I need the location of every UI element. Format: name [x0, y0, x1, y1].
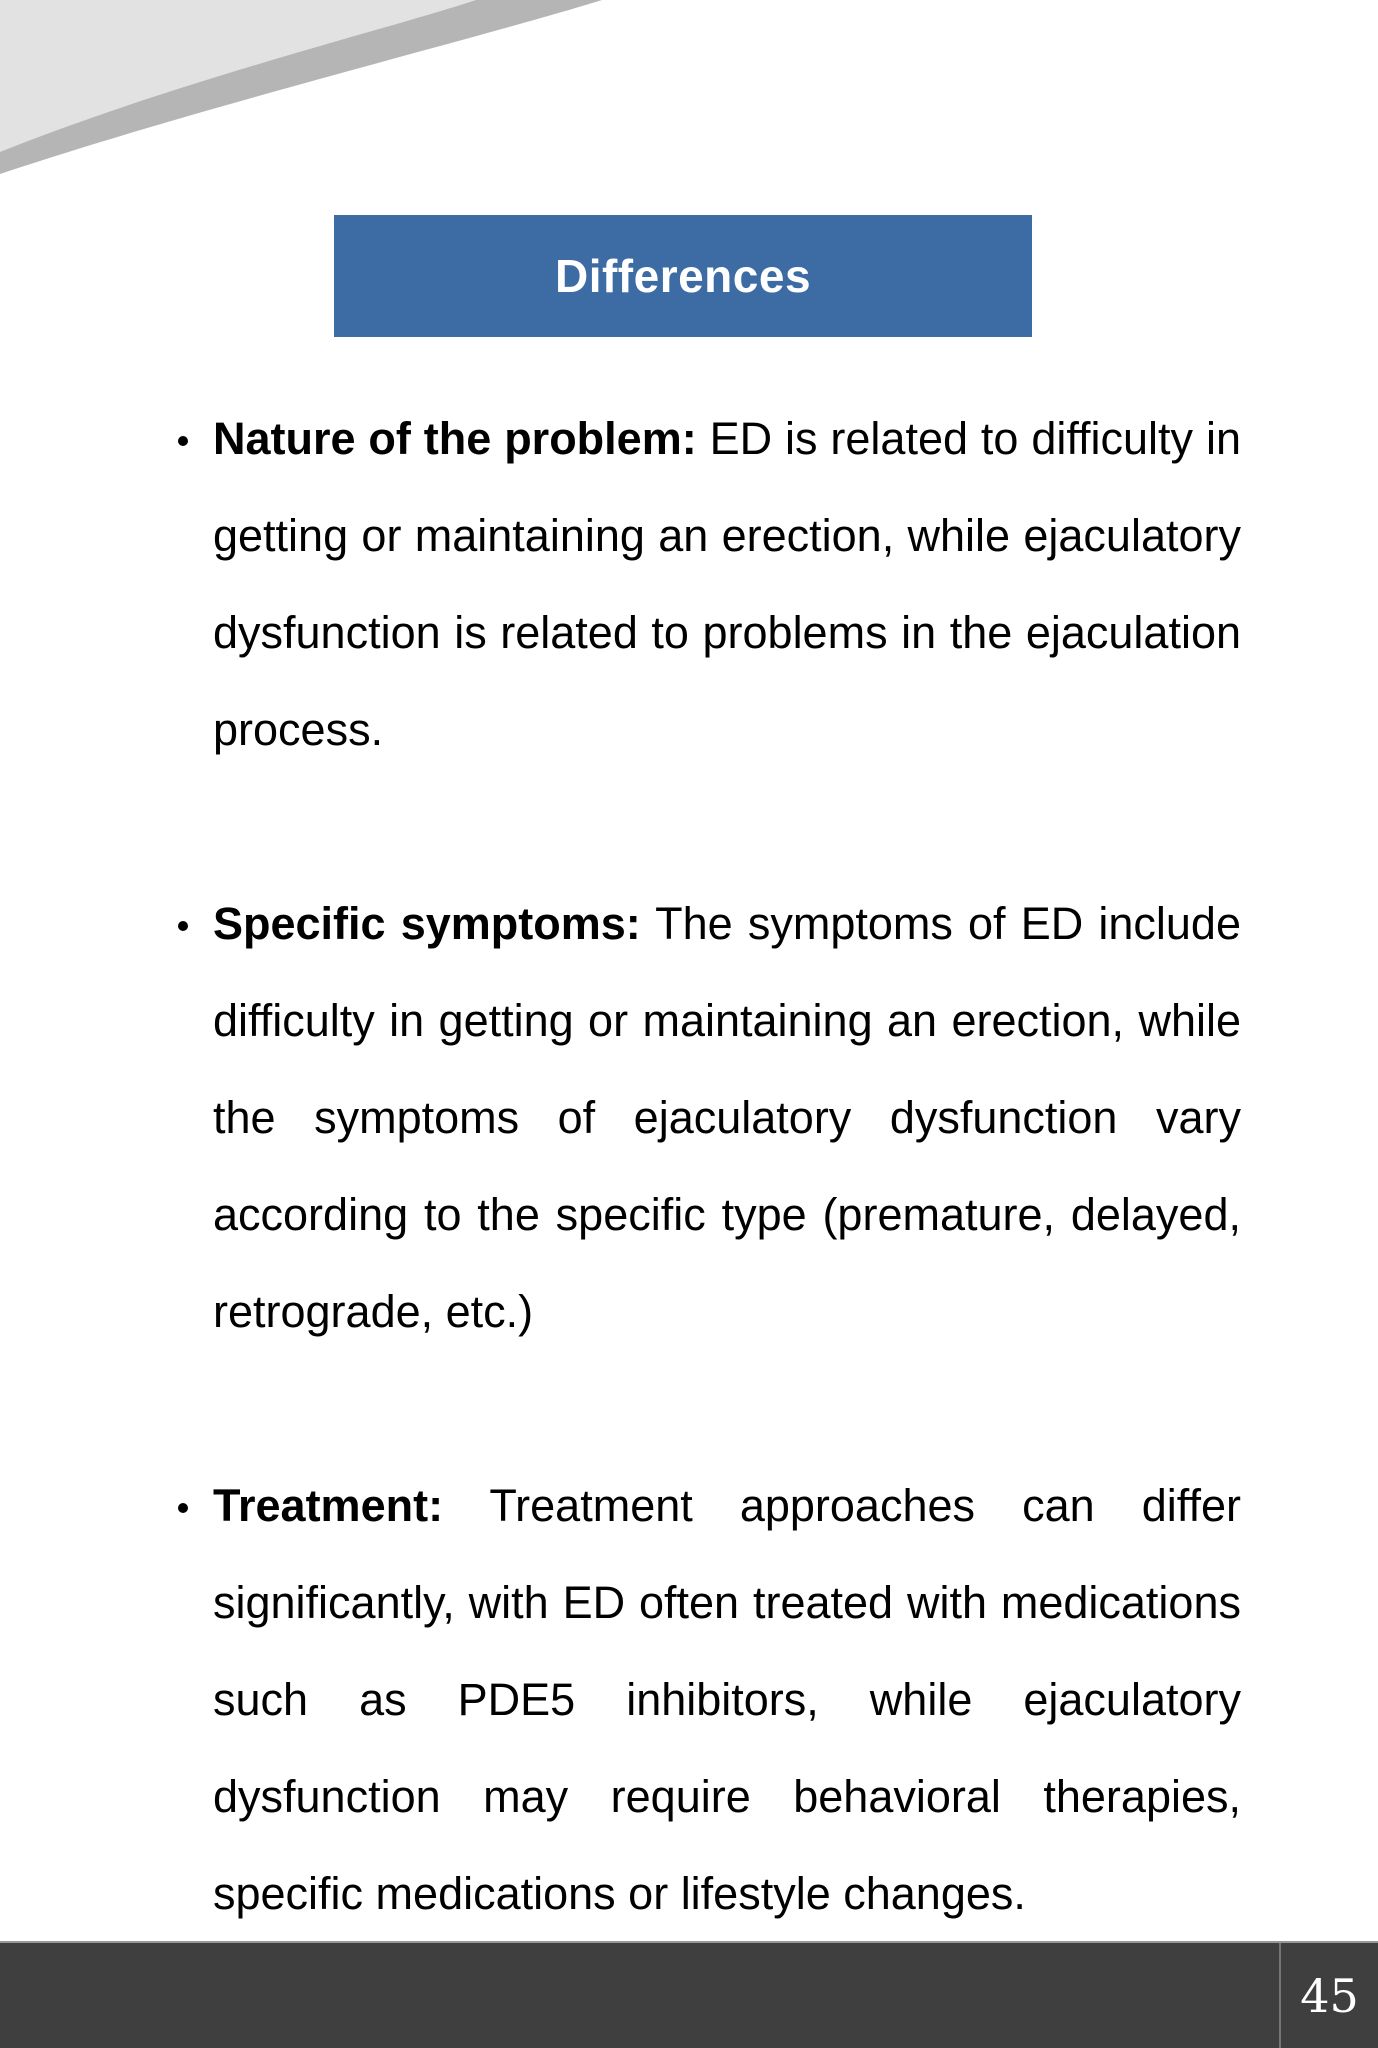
title-banner	[334, 215, 1032, 337]
bullet-item-nature-of-problem	[213, 390, 1241, 778]
bullet-dot-icon	[178, 1503, 188, 1513]
page-title: Differences	[554, 250, 812, 302]
page-number: 45	[1300, 1968, 1359, 2023]
bullet-item-specific-symptoms	[213, 875, 1241, 1360]
bullet-list	[213, 390, 1241, 1942]
corner-swoosh-decoration	[0, 0, 700, 200]
bullet-text: The symptoms of ED include difficulty in getting or maintaining an erection, while the symptoms of ejaculatory dysfunction vary according to the specific type (premature, delayed, retrograde, etc.)	[213, 898, 1241, 1337]
bullet-text: Treatment approaches can differ significantly, with ED often treated with medications such as PDE5 inhibitors, while ejaculatory dysfunction may require behavioral therapies, specific medications or lifestyle changes.	[213, 1480, 1241, 1919]
bullet-item-treatment	[213, 1457, 1241, 1942]
bullet-dot-icon	[178, 436, 188, 446]
bullet-lead: Specific symptoms:	[213, 898, 641, 949]
bullet-lead: Nature of the problem:	[213, 413, 697, 464]
bullet-dot-icon	[178, 921, 188, 931]
bullet-lead: Treatment:	[213, 1480, 444, 1531]
footer-bar	[0, 1941, 1378, 2048]
bullet-text: ED is related to difficulty in getting or maintaining an erection, while ejaculatory dysfunction is related to problems in the ejaculation process.	[213, 413, 1241, 755]
